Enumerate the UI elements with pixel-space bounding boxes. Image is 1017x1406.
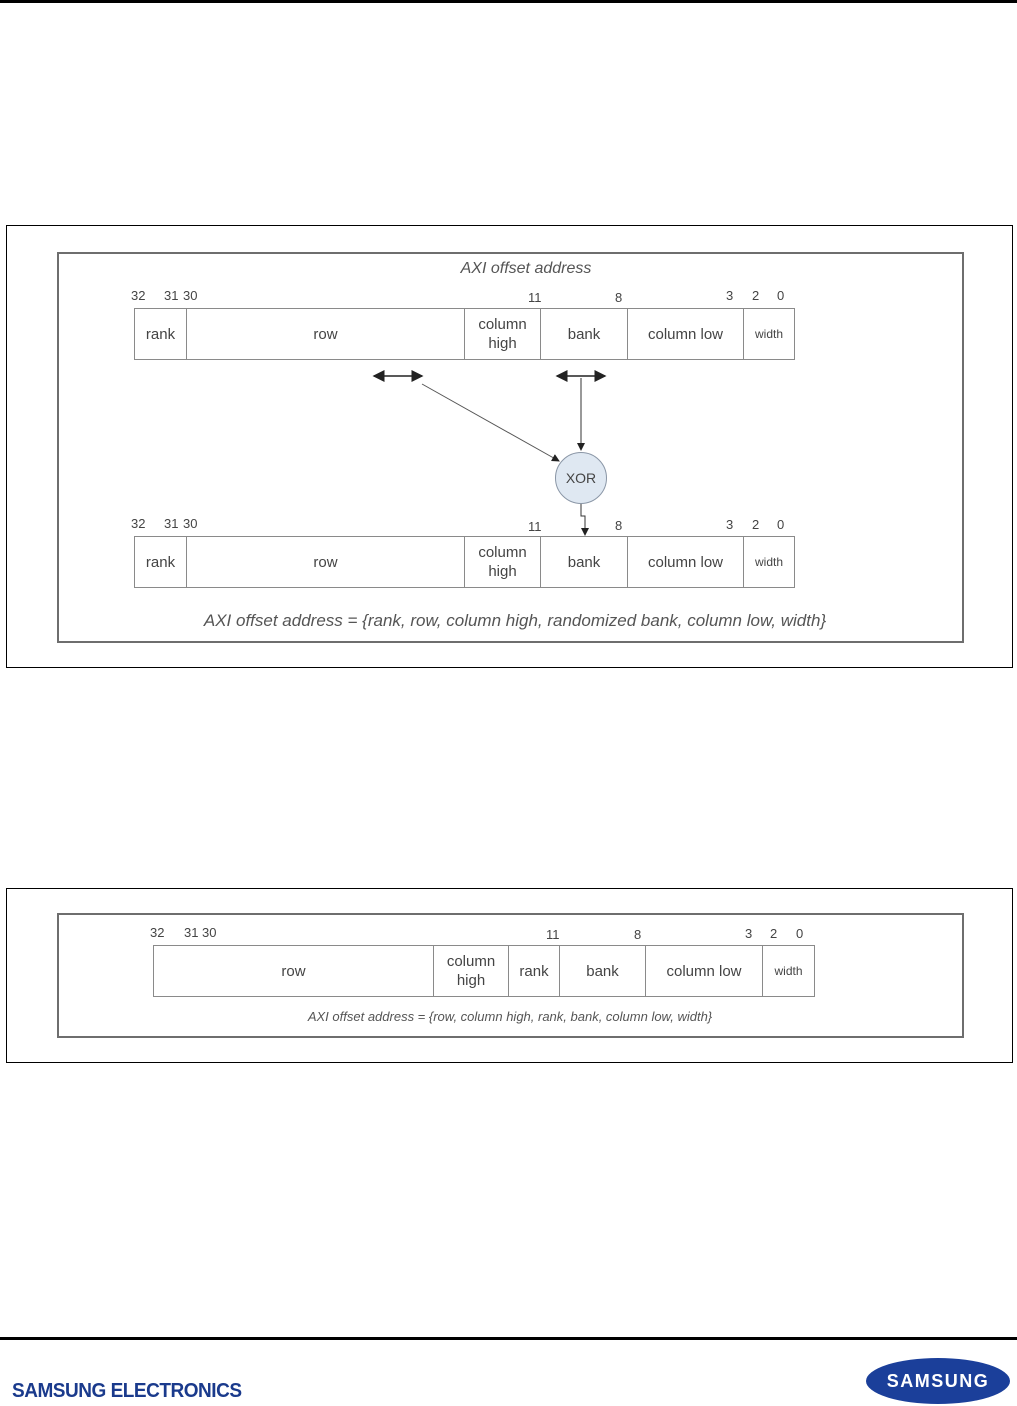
bit-label: 30 [183,288,198,303]
field-rank: rank [135,537,187,587]
address-register-bottom [134,536,795,588]
field-bank: bank [541,537,628,587]
field-bank: bank [560,946,646,996]
xor-arrows [0,0,1017,700]
field-row: row [154,946,434,996]
bit-label: 31 [164,516,179,531]
bit-label: 32 [131,288,146,303]
field-bank: bank [541,309,628,359]
bit-label: 8 [615,290,623,305]
bit-label: 8 [634,927,642,942]
bit-label: 8 [615,518,623,533]
bit-label: 3 [726,517,734,532]
bit-label: 3 [745,926,753,941]
samsung-logo: SAMSUNG [866,1358,1010,1404]
field-column-high: column high [465,537,541,587]
bit-label: 2 [752,288,760,303]
bit-label: 32 [131,516,146,531]
figure-1-title: AXI offset address [460,260,592,277]
field-width: width [754,326,783,341]
field-rank: rank [509,946,560,996]
field-width: width [774,963,803,978]
bit-label: 0 [777,517,785,532]
bottom-rule [0,1337,1017,1340]
field-rank: rank [135,309,187,359]
field-column-low: column low [628,537,744,587]
bit-label: 2 [752,517,760,532]
footer-brand-text: SAMSUNG ELECTRONICS [12,1380,242,1402]
bit-label: 0 [796,926,804,941]
bit-label: 3 [726,288,734,303]
bit-label: 31 [184,925,199,940]
bit-label: 2 [770,926,778,941]
bit-label: 30 [202,925,217,940]
field-width: width [754,554,783,569]
field-column-high: column high [465,309,541,359]
field-column-low: column low [646,946,763,996]
field-row: row [187,537,465,587]
bit-label: 11 [528,519,542,534]
bit-label: 11 [546,927,560,942]
field-column-high: column high [434,946,509,996]
address-register-figure-2 [153,945,815,997]
xor-node: XOR [555,452,607,504]
bit-label: 30 [183,516,198,531]
field-row: row [187,309,465,359]
field-column-low: column low [628,309,744,359]
figure-1-caption: AXI offset address = {rank, row, column high, randomized bank, column low, width} [203,611,827,630]
bit-label: 0 [777,288,785,303]
bit-label: 32 [150,925,165,940]
figure-2-caption: AXI offset address = {row, column high, rank, bank, column low, width} [307,1009,713,1024]
bit-label: 11 [528,290,542,305]
bit-label: 31 [164,288,179,303]
